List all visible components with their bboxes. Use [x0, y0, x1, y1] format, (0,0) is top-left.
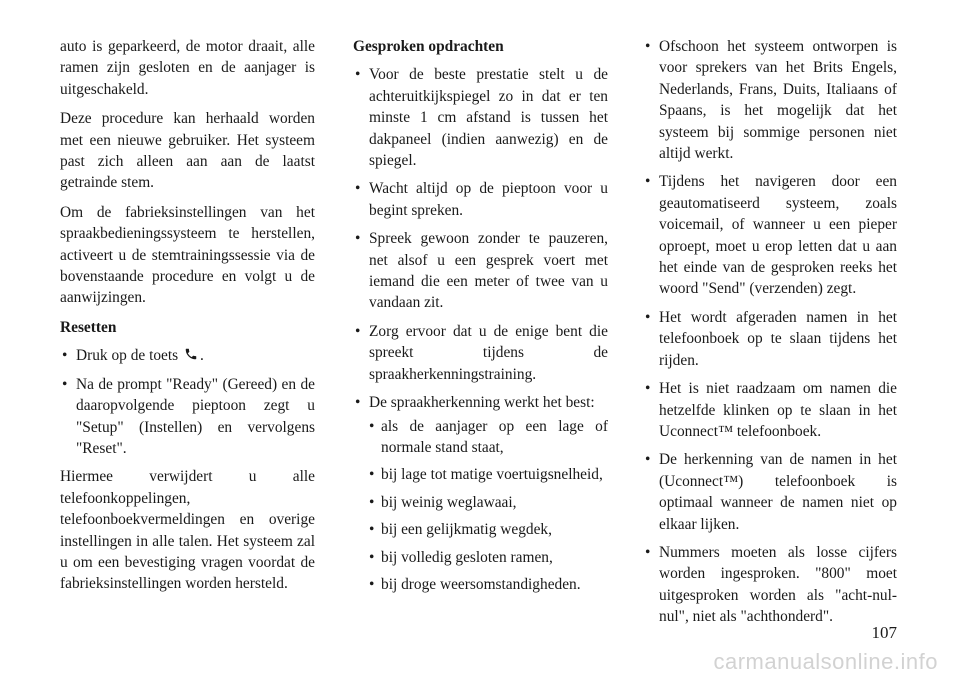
list-item [353, 392, 608, 595]
paragraph: Hiermee verwijdert u alle telefoonkoppelingen, telefoonboekvermeldingen en overige instellingen in alle talen. Het systeem zal u om een bevestiging vragen voordat de fabrieksinstellingen worden hersteld. [60, 468, 315, 593]
list-item-text: . [200, 347, 204, 365]
reset-heading: Resetten [60, 318, 117, 336]
list-item: • Wacht altijd op de pieptoon voor u begint spreken. [353, 178, 608, 221]
left-column [60, 36, 315, 603]
list-item: • Spreek gewoon zonder te pauzeren, net alsof u een gesprek voert met iemand die een meter of twee van u vandaan zit. [353, 228, 608, 314]
list-item: • Nummers moeten als losse cijfers worden ingesproken. "800" moet uitgesproken worden als "acht-nul-nul", niet als "achthonderd". [643, 542, 897, 628]
page-number: 107 [871, 623, 897, 642]
list-item: • Tijdens het navigeren door een geautomatiseerd systeem, zoals voicemail, of wanneer u een pieper oproept, moet u erop letten dat u aan het einde van de gesproken reeks het woord "Send" (verzenden) zegt. [643, 171, 897, 299]
list-item: • Het is niet raadzaam om namen die hetzelfde klinken op te slaan in het Uconnect™ telefoonboek. [643, 378, 897, 442]
list-item: • Zorg ervoor dat u de enige bent die spreekt tijdens de spraakherkenningstraining. [353, 321, 608, 385]
paragraph: auto is geparkeerd, de motor draait, alle ramen zijn gesloten en de aanjager is uitgeschakeld. [60, 38, 315, 98]
notes-list [643, 36, 897, 628]
list-item: • Voor de beste prestatie stelt u de achteruitkijkspiegel zo in dat er ten minste 1 cm afstand is tussen het dakpaneel (indien aanwezig) en de spiegel. [353, 64, 608, 171]
section-heading: Gesproken opdrachten [353, 38, 504, 55]
list-item: • Na de prompt "Ready" (Gereed) en de daaropvolgende pieptoon zegt u "Setup" (Instellen) en vervolgens "Reset". [60, 374, 315, 460]
sub-list-item: • bij weinig weglawaai, [369, 492, 608, 513]
paragraph: Om de fabrieksinstellingen van het spraakbedieningssysteem te herstellen, activeert u de stemtrainingssessie via de bovenstaande procedure en volgt u de aanwijzingen. [60, 203, 315, 307]
right-column [643, 36, 897, 635]
sub-list-item: • bij lage tot matige voertuigsnelheid, [369, 464, 608, 485]
middle-column [353, 36, 608, 602]
sub-list-item: • bij droge weersomstandigheden. [369, 574, 608, 595]
list-item: • Het wordt afgeraden namen in het telefoonboek op te slaan tijdens het rijden. [643, 307, 897, 371]
sub-list [369, 416, 608, 596]
list-item-text: De spraakherkenning werkt het best: [369, 394, 595, 412]
sub-list-item: • bij een gelijkmatig wegdek, [369, 519, 608, 540]
list-item: • Ofschoon het systeem ontworpen is voor sprekers van het Brits Engels, Nederlands, Frans, Duits, Italiaans of Spaans, is het mogelijk dat het systeem bij sommige personen niet altijd werkt. [643, 36, 897, 164]
phone-icon [184, 346, 198, 360]
sub-list-item: • als de aanjager op een lage of normale stand staat, [369, 416, 608, 459]
list-item [60, 345, 315, 366]
tips-list [353, 64, 608, 595]
paragraph: Deze procedure kan herhaald worden met een nieuwe gebruiker. Het systeem past zich alleen aan aan de laatst getrainde stem. [60, 110, 315, 192]
list-item-text: Druk op de toets [76, 347, 179, 365]
watermark: carmanualsonline.info [713, 648, 938, 674]
list-item: • De herkenning van de namen in het (Uconnect™) telefoonboek is optimaal wanneer de namen niet op elkaar lijken. [643, 449, 897, 535]
sub-list-item: • bij volledig gesloten ramen, [369, 547, 608, 568]
reset-list [60, 345, 315, 459]
